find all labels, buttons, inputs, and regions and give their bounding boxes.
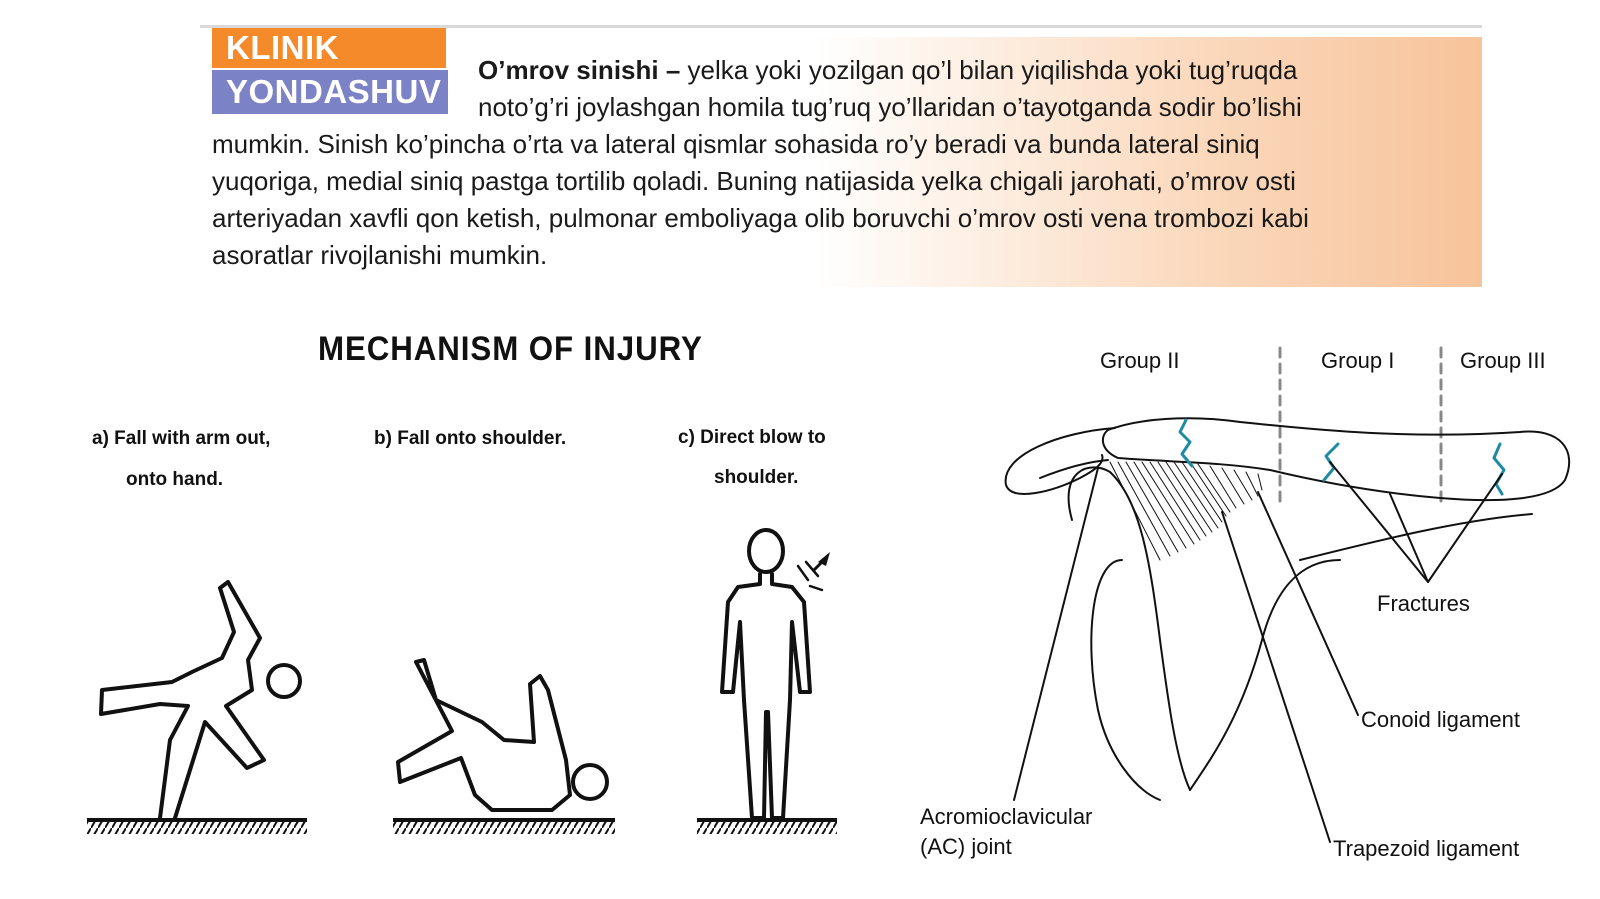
label-ac-joint-line-1: Acromioclavicular (920, 804, 1093, 829)
figure-direct-blow (697, 530, 837, 834)
paragraph-line-4: yuqoriga, medial siniq pastga tortilib qoladi. Buning natijasida yelka chigali jarohati, o’mrov osti (212, 166, 1296, 196)
paragraph-lead: O’mrov sinishi – (478, 55, 681, 85)
caption-c-line-1: c) Direct blow to (678, 427, 826, 448)
paragraph-line-6: asoratlar rivojlanishi mumkin. (212, 240, 548, 270)
label-group-2: Group II (1100, 348, 1180, 373)
caption-b-line-1: b) Fall onto shoulder. (374, 428, 567, 449)
badge-yondashuv: YONDASHUV (212, 70, 448, 114)
label-group-3: Group III (1460, 348, 1546, 373)
paragraph-line-3: mumkin. Sinish ko’pincha o’rta va lateral qismlar sohasida ro’y beradi va bunda lateral siniq (212, 129, 1260, 159)
label-ac-joint-line-2: (AC) joint (920, 834, 1012, 859)
clavicle-diagram (1006, 348, 1570, 842)
figure-fall-on-shoulder (393, 660, 615, 834)
caption-a-line-2: onto hand. (126, 469, 224, 490)
label-conoid-ligament: Conoid ligament (1361, 707, 1520, 732)
mechanism-title: MECHANISM OF INJURY (318, 330, 703, 368)
badge-klinik: KLINIK (212, 28, 446, 68)
paragraph-line-1-text: yelka yoki yozilgan qo’l bilan yiqilishda yoki tug’ruqda (680, 55, 1298, 85)
label-trapezoid-ligament: Trapezoid ligament (1333, 836, 1520, 861)
figure-fall-on-hand (87, 582, 307, 834)
paragraph-line-2: noto’g’ri joylashgan homila tug’ruq yo’llaridan o’tayotganda sodir bo’lishi (478, 92, 1302, 122)
paragraph-line-5: arteriyadan xavfli qon ketish, pulmonar emboliyaga olib boruvchi o’mrov osti vena trombozi kabi (212, 203, 1309, 233)
caption-a-line-1: a) Fall with arm out, (92, 428, 271, 449)
label-fractures: Fractures (1377, 591, 1470, 616)
label-group-1: Group I (1321, 348, 1395, 373)
caption-c-line-2: shoulder. (714, 467, 799, 488)
